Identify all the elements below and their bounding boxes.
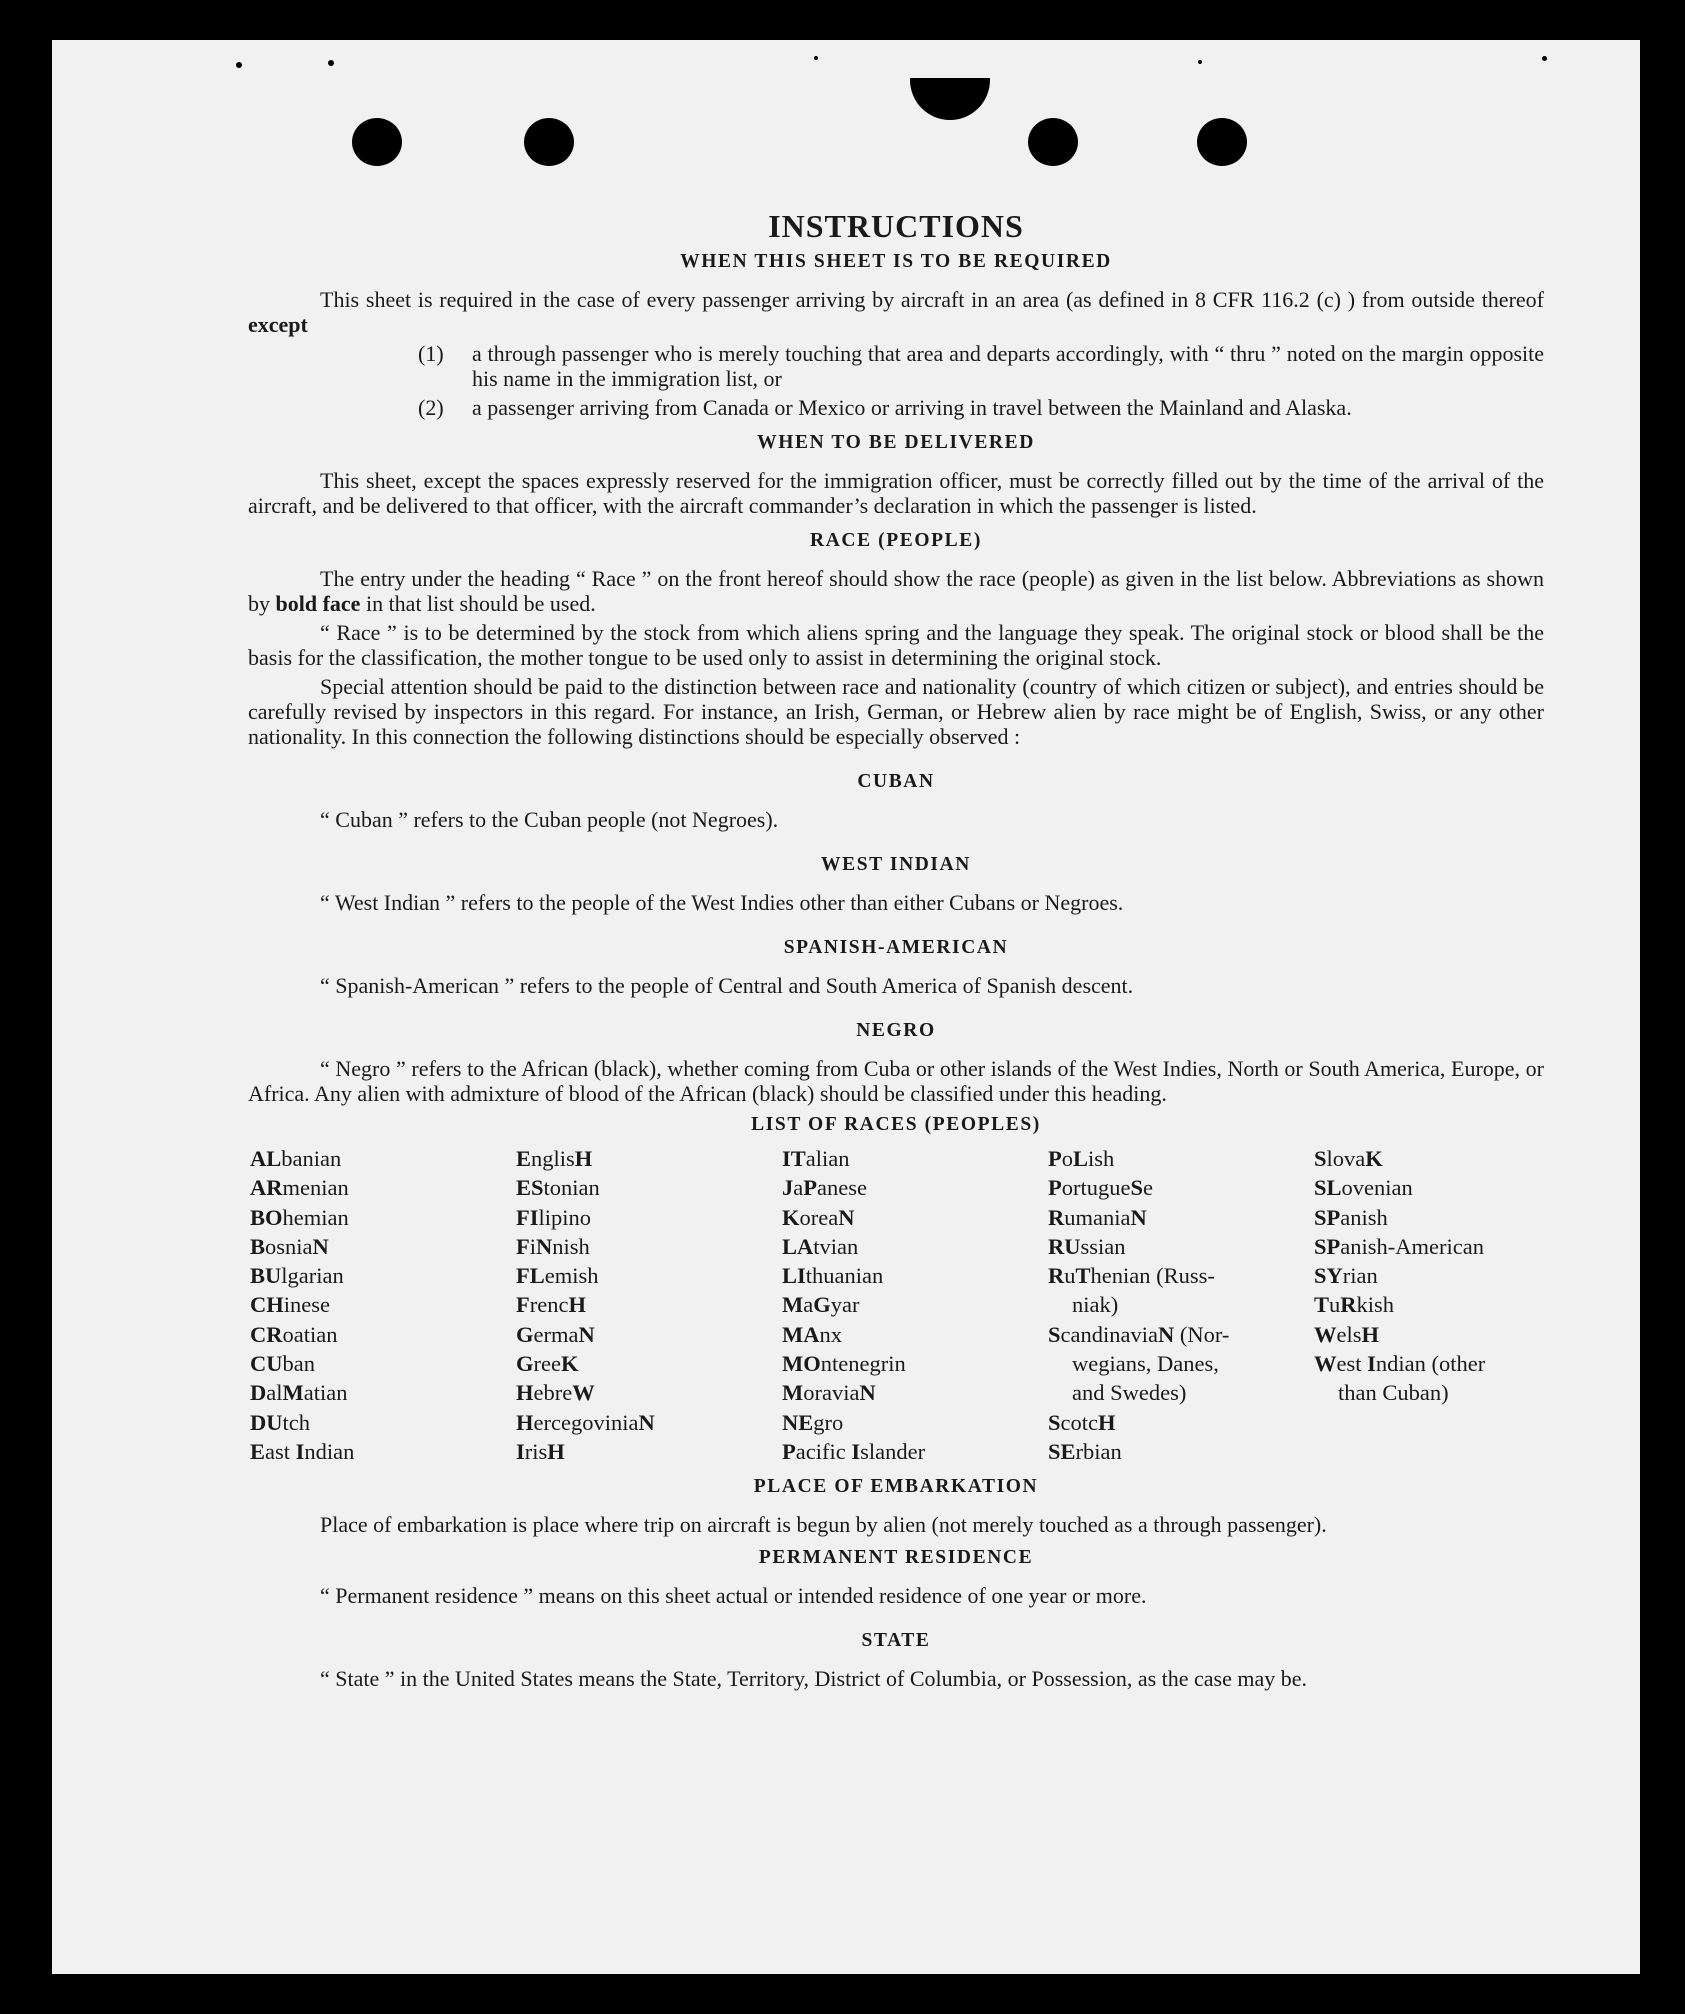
punch-hole bbox=[1197, 118, 1247, 166]
race-name-text: a bbox=[803, 1292, 814, 1318]
race-name-text: renc bbox=[529, 1292, 569, 1318]
race-abbreviation: N bbox=[1130, 1204, 1147, 1230]
bold-face-term: bold face bbox=[275, 591, 361, 616]
races-column bbox=[782, 1144, 1048, 1466]
race-entry bbox=[1048, 1173, 1314, 1202]
state-text: “ State ” in the United States means the State, Territory, District of Columbia, or Possession, as the case may be. bbox=[320, 1666, 1308, 1692]
race-entry bbox=[782, 1349, 1048, 1378]
race-abbreviation: IT bbox=[782, 1146, 806, 1171]
race-entry bbox=[1314, 1203, 1546, 1232]
cuban-text: “ Cuban ” refers to the Cuban people (not Negroes). bbox=[320, 807, 779, 832]
race-abbreviation: F bbox=[516, 1233, 530, 1259]
race-entry bbox=[1048, 1408, 1314, 1437]
race-name-text: ssian bbox=[1080, 1233, 1126, 1259]
race-abbreviation: SL bbox=[1314, 1175, 1342, 1201]
race-abbreviation: FL bbox=[516, 1263, 545, 1289]
race-entry bbox=[1314, 1261, 1546, 1290]
race-name-text: anish bbox=[1340, 1204, 1388, 1230]
clause-text: a passenger arriving from Canada or Mexico or arriving in travel between the Mainland and Alaska. bbox=[472, 395, 1352, 420]
race-p1-text: The entry under the heading “ Race ” on the front hereof should show the race (people) as given in the list below. Abbreviations as shown by bbox=[248, 566, 1544, 616]
race-name-text: tch bbox=[282, 1409, 310, 1435]
race-name-text: ercegovinia bbox=[533, 1409, 639, 1435]
race-name-text: nglis bbox=[531, 1146, 575, 1171]
race-name-text: yar bbox=[830, 1292, 860, 1318]
race-name-text: ebre bbox=[533, 1380, 573, 1406]
race-entry bbox=[516, 1173, 782, 1202]
required-intro-text: This sheet is required in the case of every passenger arriving by aircraft in an area (as defined in 8 CFR 116.2 (c) ) from outside thereof bbox=[320, 287, 1544, 312]
race-abbreviation: G bbox=[813, 1292, 831, 1318]
race-abbreviation: S bbox=[1048, 1321, 1061, 1347]
race-name-text: inese bbox=[283, 1292, 330, 1318]
race-entry bbox=[1048, 1203, 1314, 1232]
embarkation-text: Place of embarkation is place where trip on aircraft is begun by alien (not merely touched as a through passenger). bbox=[320, 1512, 1327, 1538]
race-entry bbox=[250, 1173, 516, 1202]
race-entry bbox=[516, 1378, 782, 1407]
race-abbreviation: W bbox=[572, 1380, 595, 1406]
race-entry bbox=[1048, 1232, 1314, 1261]
race-name-text: than Cuban) bbox=[1338, 1380, 1449, 1406]
race-name-text: niak) bbox=[1072, 1292, 1119, 1318]
race-entry bbox=[1314, 1290, 1546, 1319]
race-entry bbox=[250, 1437, 516, 1466]
race-abbreviation: H bbox=[547, 1438, 565, 1464]
race-entry bbox=[516, 1437, 782, 1466]
race-abbreviation: RU bbox=[1048, 1233, 1081, 1259]
race-name-text: ndian (other bbox=[1375, 1351, 1486, 1377]
race-abbreviation: AL bbox=[250, 1146, 282, 1171]
race-name-text: (Nor- bbox=[1174, 1321, 1230, 1347]
race-name-text: u bbox=[1329, 1292, 1341, 1318]
race-abbreviation: CU bbox=[250, 1351, 283, 1377]
race-entry bbox=[516, 1144, 782, 1173]
race-name-text: menian bbox=[282, 1175, 349, 1201]
required-clause-1 bbox=[248, 341, 1544, 391]
race-entry bbox=[250, 1203, 516, 1232]
race-abbreviation: LI bbox=[782, 1263, 806, 1289]
race-abbreviation: P bbox=[1048, 1146, 1062, 1171]
race-name-text: thuanian bbox=[805, 1263, 884, 1289]
race-abbreviation: I bbox=[851, 1438, 861, 1464]
race-abbreviation: T bbox=[1314, 1292, 1330, 1318]
race-name-text: ast bbox=[265, 1438, 296, 1464]
race-entry bbox=[1048, 1349, 1314, 1378]
section-heading-residence: PERMANENT RESIDENCE bbox=[758, 1547, 1034, 1569]
punch-hole bbox=[524, 118, 574, 166]
race-name-text: cotc bbox=[1060, 1409, 1098, 1435]
residence-text: “ Permanent residence ” means on this sheet actual or intended residence of one year or more. bbox=[320, 1583, 1147, 1609]
race-entry bbox=[250, 1408, 516, 1437]
race-abbreviation: H bbox=[1098, 1409, 1116, 1435]
punch-hole bbox=[352, 118, 402, 166]
race-name-text: emish bbox=[544, 1263, 599, 1289]
race-abbreviation: M bbox=[282, 1380, 304, 1406]
race-name-text: erma bbox=[533, 1321, 579, 1347]
race-name-text: tvian bbox=[813, 1233, 859, 1259]
race-entry bbox=[1048, 1290, 1314, 1319]
race-abbreviation: N bbox=[536, 1233, 553, 1259]
race-name-text: rian bbox=[1342, 1263, 1378, 1289]
race-abbreviation: T bbox=[1075, 1263, 1091, 1289]
race-abbreviation: NE bbox=[782, 1409, 814, 1435]
race-abbreviation: S bbox=[1314, 1146, 1327, 1171]
section-heading-delivered: WHEN TO BE DELIVERED bbox=[757, 432, 1035, 453]
race-entry bbox=[782, 1320, 1048, 1349]
race-name-text: kish bbox=[1356, 1292, 1395, 1318]
race-abbreviation: R bbox=[1048, 1263, 1065, 1289]
race-name-text: hemian bbox=[282, 1204, 349, 1230]
race-entry bbox=[516, 1320, 782, 1349]
race-abbreviation: DU bbox=[250, 1409, 283, 1435]
race-name-text: lova bbox=[1326, 1146, 1366, 1171]
race-entry bbox=[782, 1437, 1048, 1466]
race-entry bbox=[250, 1232, 516, 1261]
speck bbox=[1198, 60, 1202, 64]
race-abbreviation: S bbox=[1130, 1175, 1143, 1201]
race-entry bbox=[1048, 1320, 1314, 1349]
race-name-text: alian bbox=[805, 1146, 850, 1171]
race-abbreviation: E bbox=[250, 1438, 266, 1464]
race-abbreviation: M bbox=[782, 1292, 804, 1318]
race-entry bbox=[782, 1261, 1048, 1290]
section-heading-west-indian: WEST INDIAN bbox=[821, 854, 971, 875]
except-word: except bbox=[248, 312, 308, 337]
race-abbreviation: SY bbox=[1314, 1263, 1343, 1289]
race-entry bbox=[782, 1378, 1048, 1407]
race-entry bbox=[516, 1232, 782, 1261]
speck bbox=[236, 62, 242, 68]
race-name-text: banian bbox=[281, 1146, 342, 1171]
race-paragraph-3: Special attention should be paid to the distinction between race and nationality (country of which citizen or subject), and entries should be carefully revised by inspectors in this regard. For instance, an Irish, German, or Hebrew alien by race might be of English, Swiss, or any other nationality. In this connection the following distinctions should be especially observed : bbox=[248, 674, 1544, 749]
race-name-text: wegians, Danes, bbox=[1072, 1351, 1219, 1377]
race-abbreviation: ES bbox=[516, 1175, 544, 1201]
race-entry bbox=[1314, 1144, 1546, 1173]
race-entry bbox=[782, 1232, 1048, 1261]
race-entry bbox=[516, 1290, 782, 1319]
race-abbreviation: G bbox=[516, 1351, 534, 1377]
race-abbreviation: B bbox=[250, 1233, 266, 1259]
race-abbreviation: F bbox=[516, 1292, 530, 1318]
negro-text: “ Negro ” refers to the African (black), whether coming from Cuba or other islands of the West Indies, North or South America, Europe, or Africa. Any alien with admixture of blood of the African (black) should be classified under this heading. bbox=[248, 1056, 1544, 1106]
race-entry bbox=[516, 1261, 782, 1290]
race-abbreviation: I bbox=[295, 1438, 305, 1464]
race-name-text: ish bbox=[1088, 1146, 1115, 1171]
race-entry bbox=[1048, 1437, 1314, 1466]
races-list bbox=[250, 1144, 1544, 1466]
clause-number: (2) bbox=[418, 395, 444, 420]
race-abbreviation: H bbox=[568, 1292, 586, 1318]
race-entry bbox=[516, 1349, 782, 1378]
races-column bbox=[250, 1144, 516, 1466]
race-abbreviation: L bbox=[1073, 1146, 1089, 1171]
race-abbreviation: H bbox=[516, 1409, 534, 1435]
race-name-text: oravia bbox=[803, 1380, 860, 1406]
page-title: INSTRUCTIONS bbox=[768, 208, 1024, 244]
race-name-text: a bbox=[793, 1175, 804, 1201]
race-abbreviation: H bbox=[574, 1146, 593, 1171]
race-entry bbox=[250, 1320, 516, 1349]
race-abbreviation: BU bbox=[250, 1263, 282, 1289]
section-heading-cuban: CUBAN bbox=[857, 771, 935, 792]
race-abbreviation: H bbox=[1361, 1321, 1380, 1347]
race-name-text: gro bbox=[813, 1409, 844, 1435]
race-abbreviation: SP bbox=[1314, 1204, 1341, 1230]
race-abbreviation: R bbox=[1340, 1292, 1357, 1318]
required-intro bbox=[248, 287, 1544, 337]
race-entry bbox=[782, 1203, 1048, 1232]
race-entry bbox=[1314, 1378, 1546, 1407]
race-name-text: al bbox=[266, 1380, 283, 1406]
race-abbreviation: I bbox=[1367, 1351, 1376, 1377]
race-name-text: nx bbox=[819, 1321, 842, 1347]
section-heading-list-of-races: LIST OF RACES (PEOPLES) bbox=[751, 1114, 1041, 1135]
race-name-text: els bbox=[1336, 1321, 1362, 1347]
race-entry bbox=[250, 1349, 516, 1378]
race-name-text: anese bbox=[817, 1175, 867, 1201]
race-abbreviation: SP bbox=[1314, 1233, 1341, 1259]
race-entry bbox=[1314, 1349, 1546, 1378]
race-abbreviation: D bbox=[250, 1380, 267, 1406]
race-abbreviation: N bbox=[312, 1233, 329, 1259]
race-abbreviation: S bbox=[1048, 1409, 1061, 1435]
race-abbreviation: J bbox=[782, 1175, 794, 1201]
race-name-text: ree bbox=[533, 1351, 561, 1377]
race-abbreviation: P bbox=[782, 1438, 796, 1464]
race-name-text: osnia bbox=[265, 1233, 313, 1259]
race-entry bbox=[1314, 1173, 1546, 1202]
section-heading-race: RACE (PEOPLE) bbox=[810, 530, 982, 551]
race-name-text: ovenian bbox=[1341, 1175, 1413, 1201]
races-column bbox=[1314, 1144, 1546, 1466]
races-column bbox=[1048, 1144, 1314, 1466]
race-entry bbox=[516, 1203, 782, 1232]
race-abbreviation: FI bbox=[516, 1204, 539, 1230]
race-name-text: est bbox=[1336, 1351, 1368, 1377]
races-column bbox=[516, 1144, 782, 1466]
race-name-text: ban bbox=[282, 1351, 315, 1377]
race-abbreviation: CR bbox=[250, 1321, 283, 1347]
race-name-text: candinavia bbox=[1060, 1321, 1158, 1347]
required-clause-2 bbox=[248, 395, 1544, 420]
punch-hole bbox=[1028, 118, 1078, 166]
section-heading-negro: NEGRO bbox=[856, 1020, 936, 1041]
race-name-text: anish-American bbox=[1340, 1233, 1484, 1259]
delivered-text: This sheet, except the spaces expressly reserved for the immigration officer, must be correctly filled out by the time of the arrival of the aircraft, and be delivered to that officer, with the aircraft commander’s declaration in which the passenger is listed. bbox=[248, 468, 1544, 518]
race-name-text: umania bbox=[1064, 1204, 1131, 1230]
race-abbreviation: N bbox=[1157, 1321, 1175, 1347]
instructions-content bbox=[248, 200, 1544, 1691]
race-entry bbox=[782, 1408, 1048, 1437]
section-heading-embarkation: PLACE OF EMBARKATION bbox=[753, 1476, 1039, 1498]
race-abbreviation: N bbox=[638, 1409, 655, 1435]
race-abbreviation: BO bbox=[250, 1204, 283, 1230]
spanish-american-text: “ Spanish-American ” refers to the people of Central and South America of Spanish descent. bbox=[320, 973, 1134, 998]
race-name-text: ntenegrin bbox=[820, 1351, 906, 1377]
race-entry bbox=[1314, 1232, 1546, 1261]
race-entry bbox=[782, 1144, 1048, 1173]
race-name-text: slander bbox=[860, 1438, 926, 1464]
race-entry bbox=[250, 1290, 516, 1319]
race-abbreviation: N bbox=[578, 1321, 595, 1347]
speck bbox=[328, 60, 334, 66]
race-p1-text-end: in that list should be used. bbox=[365, 591, 596, 616]
race-name-text: ndian bbox=[304, 1438, 355, 1464]
race-abbreviation: H bbox=[516, 1380, 534, 1406]
race-name-text: lgarian bbox=[281, 1263, 344, 1289]
race-paragraph-2: “ Race ” is to be determined by the stock from which aliens spring and the language they speak. The original stock or blood shall be the basis for the classification, the mother tongue to be used only to assist in determining the original stock. bbox=[248, 620, 1544, 670]
race-entry bbox=[250, 1378, 516, 1407]
race-abbreviation: AR bbox=[250, 1175, 283, 1201]
document-sheet bbox=[52, 40, 1640, 1974]
race-abbreviation: SE bbox=[1048, 1438, 1076, 1464]
clause-text: a through passenger who is merely touching that area and departs accordingly, with “ thru ” noted on the margin opposite his name in the immigration list, or bbox=[472, 341, 1544, 391]
race-abbreviation: K bbox=[1365, 1146, 1383, 1171]
clause-number: (1) bbox=[418, 341, 444, 366]
race-name-text: oatian bbox=[282, 1321, 338, 1347]
race-name-text: nish bbox=[552, 1233, 590, 1259]
race-abbreviation: K bbox=[782, 1204, 800, 1230]
section-heading-state: STATE bbox=[861, 1630, 931, 1652]
race-entry bbox=[1048, 1261, 1314, 1290]
race-abbreviation: W bbox=[1314, 1321, 1337, 1347]
race-name-text: ortugue bbox=[1061, 1175, 1131, 1201]
race-entry bbox=[782, 1290, 1048, 1319]
race-abbreviation: N bbox=[838, 1204, 855, 1230]
race-abbreviation: MA bbox=[782, 1321, 820, 1347]
race-entry bbox=[516, 1408, 782, 1437]
race-entry bbox=[1314, 1320, 1546, 1349]
race-abbreviation: I bbox=[516, 1438, 525, 1464]
speck bbox=[1542, 56, 1547, 61]
section-heading-spanish-american: SPANISH-AMERICAN bbox=[783, 937, 1009, 958]
race-entry bbox=[250, 1144, 516, 1173]
race-name-text: rbian bbox=[1075, 1438, 1122, 1464]
race-abbreviation: CH bbox=[250, 1292, 284, 1318]
race-name-text: lipino bbox=[538, 1204, 592, 1230]
race-name-text: tonian bbox=[543, 1175, 600, 1201]
race-abbreviation: G bbox=[516, 1321, 534, 1347]
race-name-text: ris bbox=[524, 1438, 548, 1464]
race-name-text: acific bbox=[795, 1438, 852, 1464]
race-name-text: u bbox=[1064, 1263, 1076, 1289]
race-name-text: o bbox=[1061, 1146, 1073, 1171]
west-indian-text: “ West Indian ” refers to the people of the West Indies other than either Cubans or Negroes. bbox=[320, 890, 1124, 915]
speck bbox=[814, 56, 818, 60]
race-abbreviation: E bbox=[516, 1146, 532, 1171]
race-abbreviation: M bbox=[782, 1380, 804, 1406]
race-name-text: e bbox=[1143, 1175, 1153, 1201]
race-entry bbox=[782, 1173, 1048, 1202]
race-paragraph-1 bbox=[248, 566, 1544, 616]
race-entry bbox=[1048, 1378, 1314, 1407]
race-abbreviation: R bbox=[1048, 1204, 1065, 1230]
race-abbreviation: W bbox=[1314, 1351, 1337, 1377]
race-name-text: atian bbox=[303, 1380, 348, 1406]
section-heading-required: WHEN THIS SHEET IS TO BE REQUIRED bbox=[680, 251, 1112, 272]
race-abbreviation: P bbox=[803, 1175, 817, 1201]
race-name-text: orea bbox=[799, 1204, 839, 1230]
race-entry bbox=[250, 1261, 516, 1290]
race-name-text: henian (Russ- bbox=[1090, 1263, 1215, 1289]
race-abbreviation: LA bbox=[782, 1233, 814, 1259]
race-abbreviation: P bbox=[1048, 1175, 1062, 1201]
race-entry bbox=[1048, 1144, 1314, 1173]
paper-tear bbox=[910, 78, 990, 120]
race-abbreviation: N bbox=[859, 1380, 876, 1406]
race-abbreviation: K bbox=[560, 1351, 579, 1377]
race-name-text: i bbox=[529, 1233, 537, 1259]
race-name-text: and Swedes) bbox=[1072, 1380, 1187, 1406]
race-abbreviation: MO bbox=[782, 1351, 821, 1377]
